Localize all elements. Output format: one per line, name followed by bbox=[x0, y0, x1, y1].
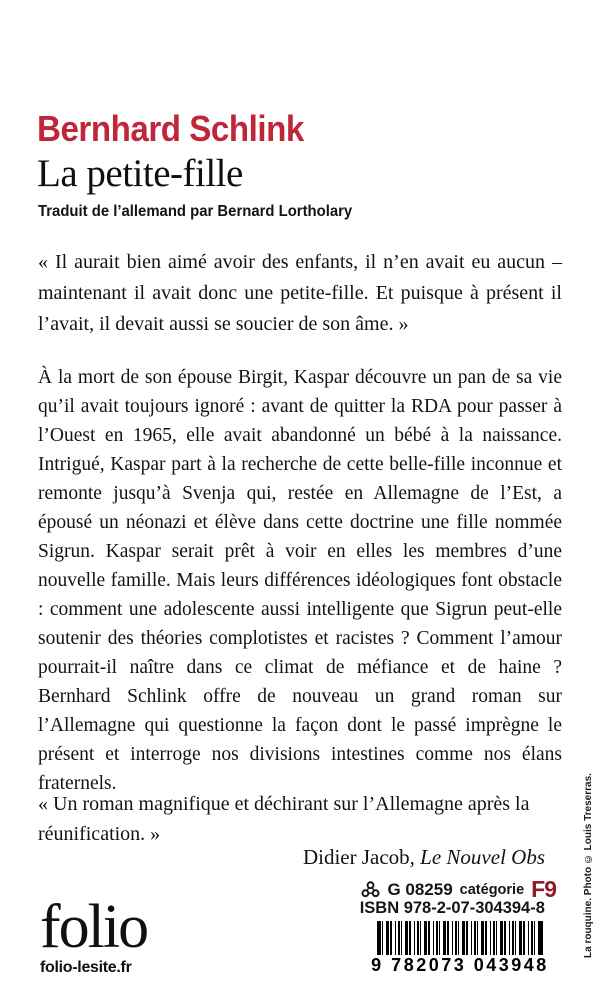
review-quote: « Un roman magnifique et déchirant sur l’Allemagne après la réunification. » bbox=[38, 793, 530, 845]
translator-credit: Traduit de l’allemand par Bernard Lortholary bbox=[38, 203, 353, 220]
synopsis-text: À la mort de son épouse Birgit, Kaspar découvre un pan de sa vie qu’il avait toujours ignoré : avant de quitter la RDA pour passer à l’Ouest en 1965, elle avait abandonné un bébé à la naissance. Intrigué, Kaspar part à la recherche de cette belle-fille inconnue et remonte jusqu’à Svenja qui, restée en Allemagne de l’Est, a épousé un néonazi et élève dans cette doctrine une fille nommée Sigrun. Kaspar serait prêt à voir en elles les membres d’une nouvelle famille. Mais leurs différences idéologiques font obstacle : comment une adolescente aussi intelligente que Sigrun peut-elle soutenir des théories complotistes et racistes ? Comment l’amour pourrait-il naître dans ce climat de méfiance et de haine ? Bernhard Schlink offre de nouveau un grand roman sur l’Allemagne qui questionne la façon dont le passé imprègne le présent et interroge nos divisions intestines comme nos élans fraternels. bbox=[38, 367, 562, 794]
publisher-logo: folio bbox=[40, 893, 148, 961]
barcode-bars bbox=[377, 921, 543, 959]
photo-credit: La rouquine. Photo © Louis Treserras. bbox=[583, 773, 594, 958]
review-attribution bbox=[38, 845, 545, 870]
excerpt-quote: « Il aurait bien aimé avoir des enfants, il n’en avait eu aucun – maintenant il avait donc une petite-fille. Et puisque à présent il l’avait, il devait aussi se soucier de son âme. » bbox=[38, 251, 562, 335]
barcode-digits: 9 782073 043948 bbox=[368, 955, 552, 976]
author-name: Bernhard Schlink bbox=[37, 108, 304, 149]
isbn-number: ISBN 978-2-07-304394-8 bbox=[359, 898, 545, 917]
book-title: La petite-fille bbox=[37, 152, 243, 195]
barcode bbox=[372, 921, 548, 976]
category-label: catégorie bbox=[459, 881, 525, 898]
publisher-website: folio-lesite.fr bbox=[40, 959, 132, 976]
reviewer-name: Didier Jacob, bbox=[302, 845, 421, 869]
catalog-code: G 08259 bbox=[387, 879, 453, 899]
category-value: F9 bbox=[531, 876, 556, 902]
review-source: Le Nouvel Obs bbox=[420, 845, 545, 869]
folio-clover-icon bbox=[361, 881, 380, 899]
